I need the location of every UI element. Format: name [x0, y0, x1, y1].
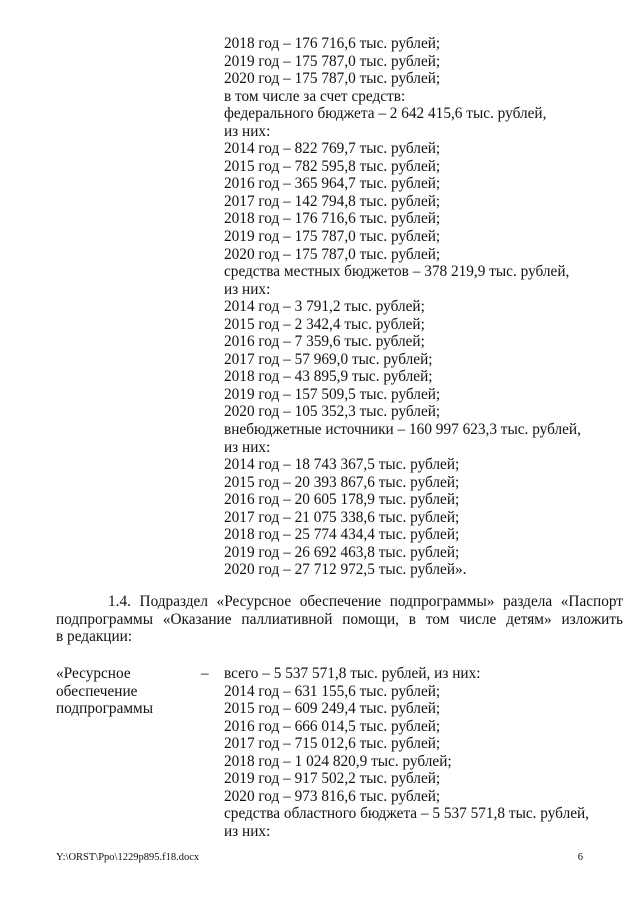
text-line: средства местных бюджетов – 378 219,9 тыс. рублей,	[224, 263, 570, 281]
value-line: средства областного бюджета – 5 537 571,8 тыс. рублей,	[224, 805, 590, 823]
text-line: 2014 год – 822 769,7 тыс. рублей;	[224, 140, 441, 158]
text-line: 2014 год – 3 791,2 тыс. рублей;	[224, 298, 425, 316]
value-line: 2019 год – 917 502,2 тыс. рублей;	[224, 770, 441, 788]
text-line: 2017 год – 21 075 338,6 тыс. рублей;	[224, 508, 460, 526]
section-1-4-paragraph	[56, 593, 623, 646]
value-line: 2014 год – 631 155,6 тыс. рублей;	[224, 682, 441, 700]
text-line: 2016 год – 7 359,6 тыс. рублей;	[224, 333, 425, 351]
text-line: 2016 год – 20 605 178,9 тыс. рублей;	[224, 491, 460, 509]
text-line: 2019 год – 175 787,0 тыс. рублей;	[224, 228, 441, 246]
value-line: из них:	[224, 822, 271, 840]
label-line: обеспечение	[56, 682, 138, 700]
text-line: из них:	[224, 122, 271, 140]
text-line: 2020 год – 175 787,0 тыс. рублей;	[224, 245, 441, 263]
text-line: 2018 год – 43 895,9 тыс. рублей;	[224, 368, 433, 386]
text-line: 2015 год – 20 393 867,6 тыс. рублей;	[224, 473, 460, 491]
resource-table-values	[224, 665, 604, 840]
value-line: 2020 год – 973 816,6 тыс. рублей;	[224, 787, 441, 805]
text-line: внебюджетные источники – 160 997 623,3 тыс. рублей,	[224, 421, 581, 439]
value-line: 2018 год – 1 024 820,9 тыс. рублей;	[224, 752, 452, 770]
text-line: 2019 год – 157 509,5 тыс. рублей;	[224, 385, 441, 403]
text-line: 2019 год – 175 787,0 тыс. рублей;	[224, 52, 441, 70]
section-1-4-line-2: подпрограммы «Оказание паллиативной помощи, в том числе детям» изложить	[56, 610, 623, 628]
resource-table-label	[56, 665, 206, 718]
footer-file-path: Y:\ORST\Ppo\1229p895.f18.docx	[56, 852, 200, 863]
value-line: 2015 год – 609 249,4 тыс. рублей;	[224, 700, 441, 718]
text-line: 2018 год – 25 774 434,4 тыс. рублей;	[224, 526, 460, 544]
text-line: 2015 год – 782 595,8 тыс. рублей;	[224, 157, 441, 175]
text-line: 2014 год – 18 743 367,5 тыс. рублей;	[224, 456, 460, 474]
text-line: 2018 год – 176 716,6 тыс. рублей;	[224, 35, 441, 52]
value-line: всего – 5 537 571,8 тыс. рублей, из них:	[224, 665, 481, 682]
text-line: из них:	[224, 438, 271, 456]
text-line: 2019 год – 26 692 463,8 тыс. рублей;	[224, 543, 460, 561]
text-line: 2018 год – 176 716,6 тыс. рублей;	[224, 210, 441, 228]
value-line: 2016 год – 666 014,5 тыс. рублей;	[224, 717, 441, 735]
text-line: 2020 год – 105 352,3 тыс. рублей;	[224, 403, 441, 421]
section-1-4-line-1: 1.4. Подраздел «Ресурсное обеспечение подпрограммы» раздела «Паспорт	[108, 593, 623, 610]
page-number: 6	[577, 852, 583, 863]
text-line: 2017 год – 142 794,8 тыс. рублей;	[224, 192, 441, 210]
text-line: 2017 год – 57 969,0 тыс. рублей;	[224, 350, 433, 368]
text-line: 2020 год – 175 787,0 тыс. рублей;	[224, 70, 441, 88]
resource-table-dash: –	[201, 665, 209, 682]
text-line: 2015 год – 2 342,4 тыс. рублей;	[224, 315, 425, 333]
text-line: в том числе за счет средств:	[224, 87, 406, 105]
text-line: федерального бюджета – 2 642 415,6 тыс. рублей,	[224, 105, 547, 123]
label-line: подпрограммы	[56, 700, 154, 718]
text-line: 2016 год – 365 964,7 тыс. рублей;	[224, 175, 441, 193]
section-1-4-line-3: в редакции:	[56, 628, 133, 645]
text-line: 2020 год – 27 712 972,5 тыс. рублей».	[224, 561, 467, 579]
funding-breakdown-continued	[224, 35, 604, 579]
value-line: 2017 год – 715 012,6 тыс. рублей;	[224, 735, 441, 753]
label-line: «Ресурсное	[56, 665, 131, 682]
text-line: из них:	[224, 280, 271, 298]
